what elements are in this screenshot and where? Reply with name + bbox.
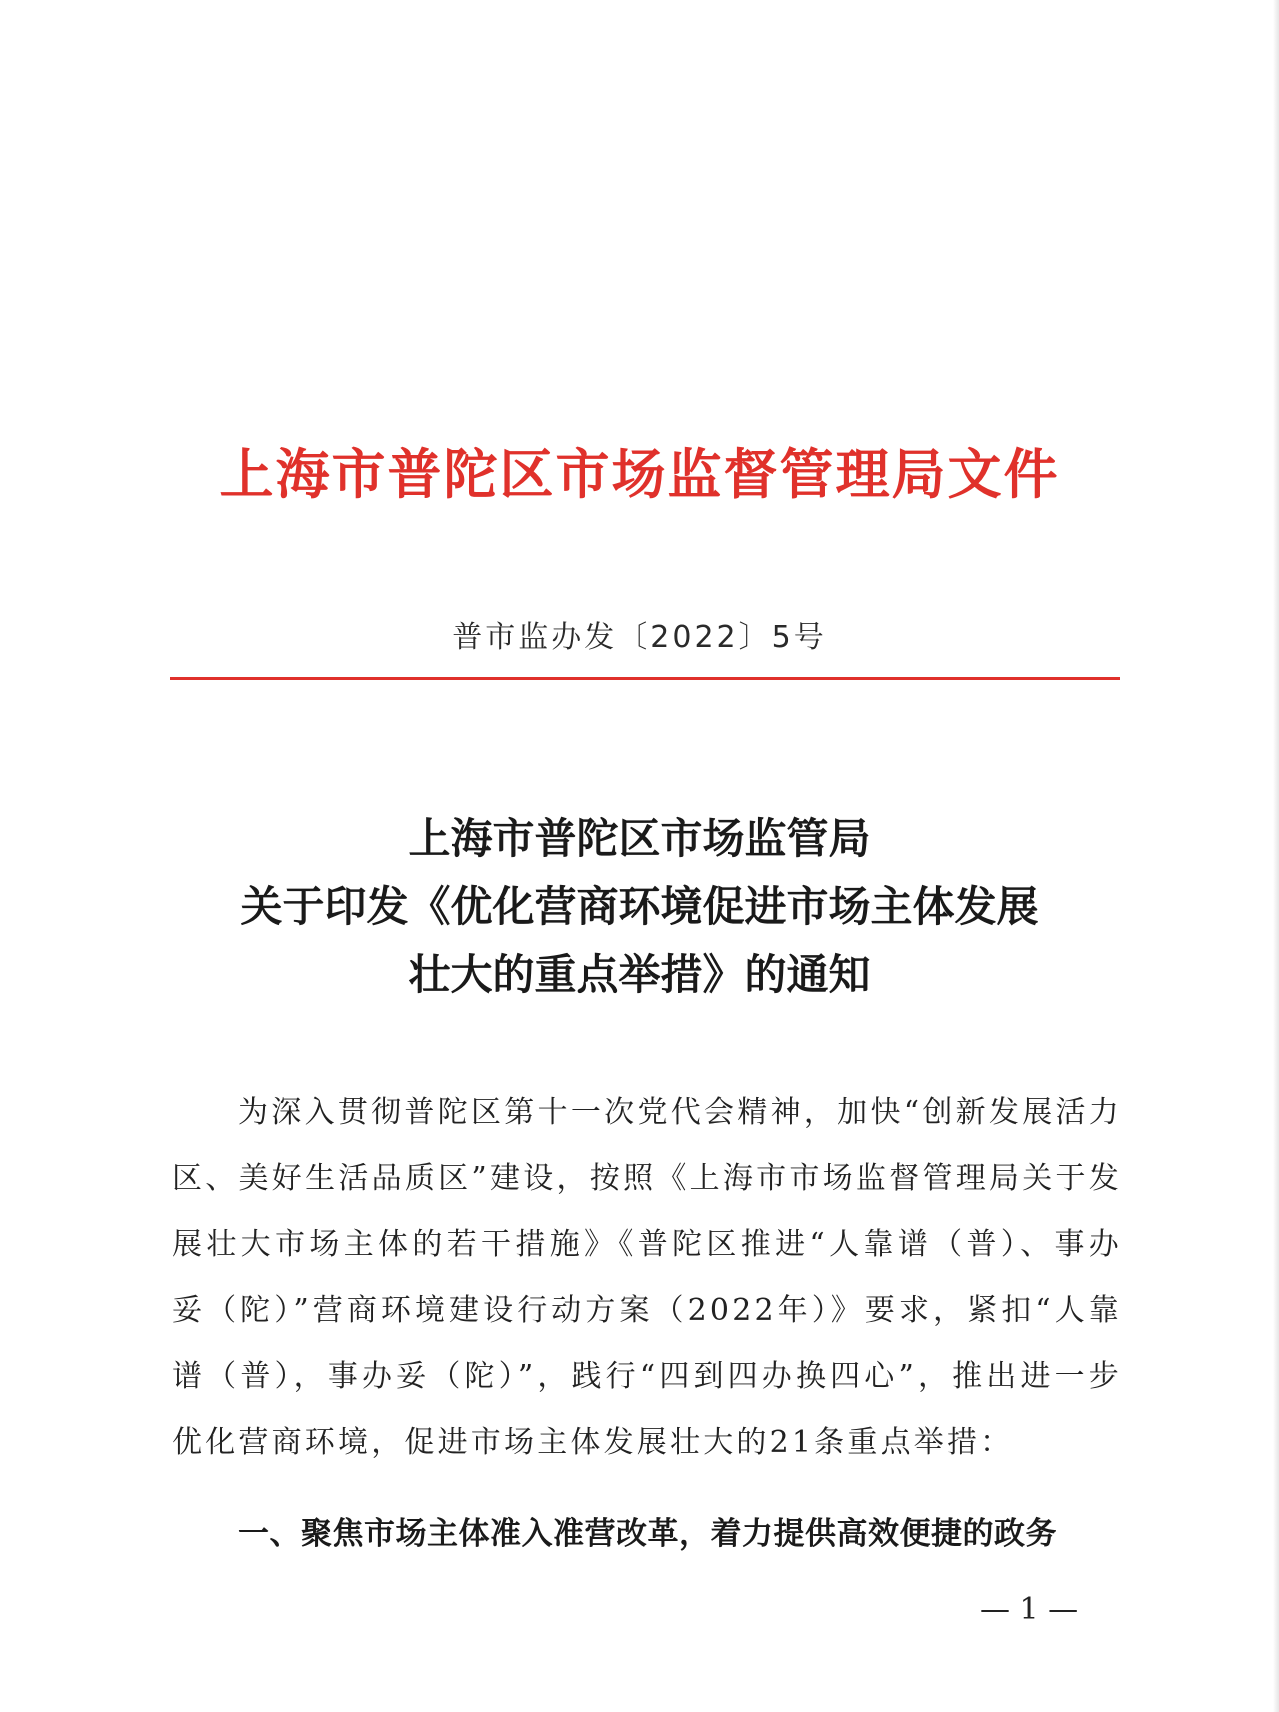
page-number: — 1 — bbox=[980, 1592, 1079, 1627]
title-line-1: 上海市普陀区市场监管局 bbox=[408, 814, 871, 863]
document-number: 普市监办发〔2022〕5号 bbox=[452, 620, 827, 655]
document-title bbox=[0, 805, 1279, 1009]
title-line-2: 关于印发《优化营商环境促进市场主体发展 bbox=[240, 882, 1039, 931]
red-divider-line bbox=[170, 677, 1120, 680]
body-paragraph: 为深入贯彻普陀区第十一次党代会精神，加快“创新发展活力区、美好生活品质区”建设，按照《上海市市场监督管理局关于发展壮大市场主体的若干措施》《普陀区推进“人靠谱（普）、事办妥（陀）”营商环境建设行动方案（2022年）》要求，紧扣“人靠谱（普），事办妥（陀）”，践行“四到四办换四心”，推出进一步优化营商环境，促进市场主体发展壮大的21条重点举措： bbox=[172, 1095, 1122, 1460]
title-line-3: 壮大的重点举措》的通知 bbox=[408, 950, 871, 999]
section-heading: 一、聚焦市场主体准入准营改革，着力提供高效便捷的政务 bbox=[238, 1516, 1057, 1552]
issuer-header-title: 上海市普陀区市场监督管理局文件 bbox=[219, 442, 1060, 506]
body-text bbox=[172, 1080, 1122, 1476]
